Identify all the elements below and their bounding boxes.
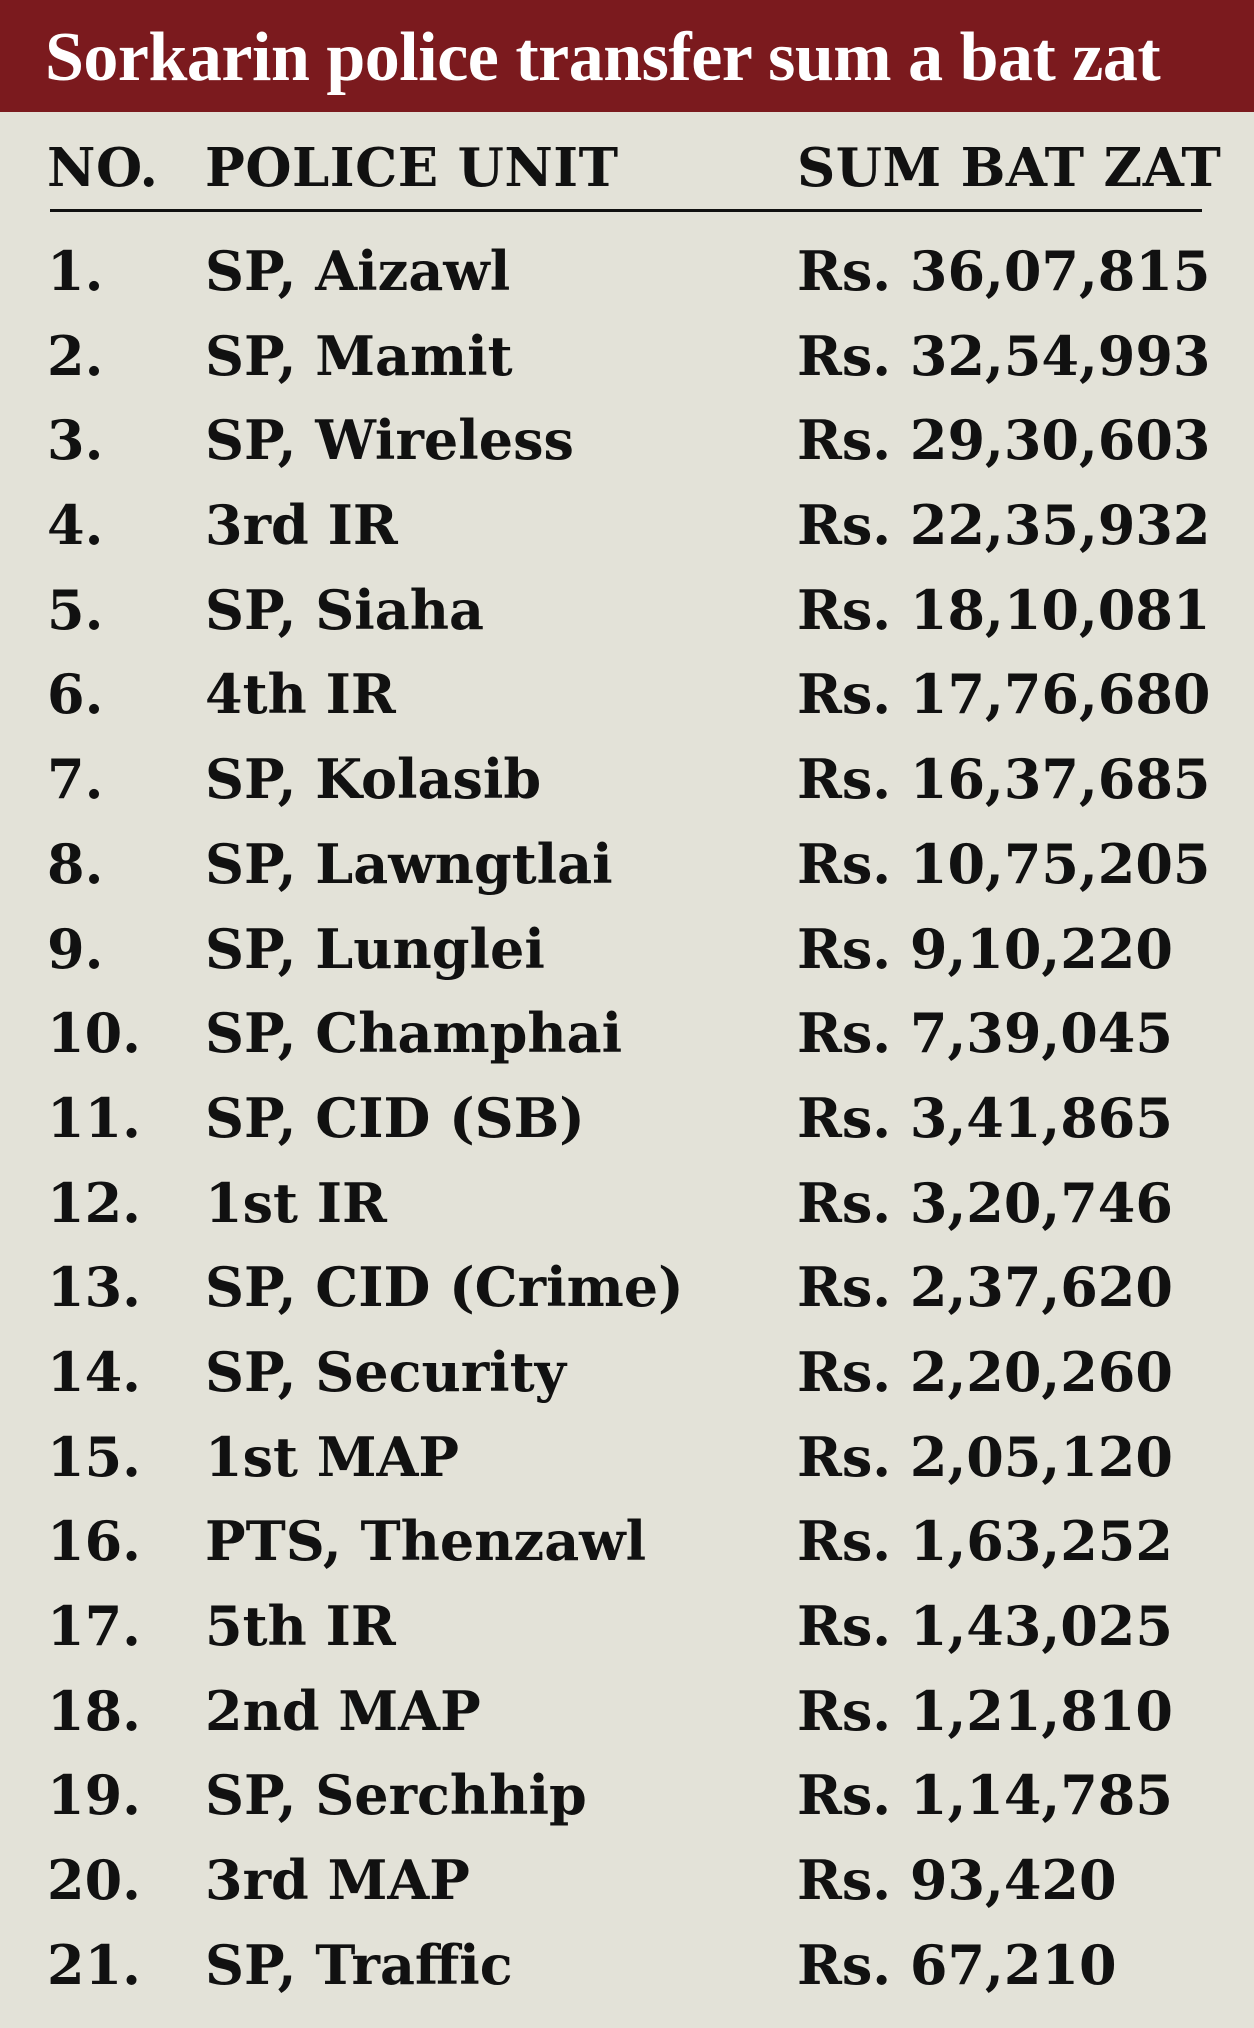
table-row [0, 483, 1254, 568]
table-row [0, 1923, 1254, 2008]
row-number: 3. [47, 408, 104, 473]
row-police-unit: 1st IR [205, 1170, 387, 1235]
row-number: 11. [47, 1085, 141, 1150]
row-amount: Rs. 32,54,993 [797, 323, 1211, 388]
header-no: NO. [47, 137, 159, 199]
row-police-unit: 5th IR [205, 1594, 396, 1658]
row-police-unit: SP, Kolasib [205, 747, 542, 812]
row-police-unit: SP, CID (SB) [205, 1085, 585, 1150]
row-number: 5. [47, 577, 104, 642]
row-number: 14. [47, 1339, 141, 1404]
row-police-unit: SP, Security [205, 1339, 567, 1404]
table-row [0, 1838, 1254, 1923]
row-police-unit: SP, Champhai [205, 1001, 623, 1066]
row-police-unit: 2nd MAP [205, 1678, 481, 1743]
row-amount: Rs. 1,21,810 [797, 1678, 1173, 1743]
row-amount: Rs. 2,37,620 [797, 1255, 1173, 1320]
row-police-unit: SP, Traffic [205, 1932, 513, 1997]
row-amount: Rs. 16,37,685 [797, 747, 1211, 812]
row-police-unit: SP, Aizawl [205, 239, 511, 303]
row-number: 1. [47, 239, 104, 303]
row-amount: Rs. 3,20,746 [797, 1170, 1173, 1235]
table-row [0, 1415, 1254, 1500]
row-number: 18. [47, 1678, 141, 1743]
row-number: 20. [47, 1848, 141, 1913]
table-header [0, 128, 1254, 208]
table-row [0, 398, 1254, 483]
table-row [0, 568, 1254, 653]
header-sum-bat-zat: SUM BAT ZAT [797, 137, 1222, 199]
table-row [0, 1584, 1254, 1669]
table-row [0, 737, 1254, 822]
table-row [0, 1669, 1254, 1754]
table-row [0, 652, 1254, 737]
row-police-unit: 3rd IR [205, 493, 398, 558]
row-police-unit: SP, CID (Crime) [205, 1255, 684, 1320]
row-police-unit: SP, Lawngtlai [205, 831, 613, 896]
row-amount: Rs. 18,10,081 [797, 577, 1211, 642]
row-amount: Rs. 29,30,603 [797, 408, 1211, 473]
row-amount: Rs. 1,63,252 [797, 1509, 1173, 1574]
row-amount: Rs. 2,20,260 [797, 1339, 1173, 1404]
table-row [0, 1499, 1254, 1584]
row-amount: Rs. 36,07,815 [797, 239, 1211, 303]
row-police-unit: SP, Serchhip [205, 1763, 587, 1828]
row-amount: Rs. 1,14,785 [797, 1763, 1173, 1828]
row-amount: Rs. 7,39,045 [797, 1001, 1173, 1066]
row-number: 10. [47, 1001, 141, 1066]
row-amount: Rs. 2,05,120 [797, 1424, 1173, 1489]
table-row [0, 1161, 1254, 1246]
table-row [0, 1076, 1254, 1161]
table-row [0, 1330, 1254, 1415]
row-number: 4. [47, 493, 104, 558]
table-body [0, 229, 1254, 2007]
row-police-unit: 3rd MAP [205, 1848, 470, 1913]
row-police-unit: SP, Lunglei [205, 916, 545, 981]
row-amount: Rs. 3,41,865 [797, 1085, 1173, 1150]
table-row [0, 229, 1254, 314]
row-number: 13. [47, 1255, 141, 1320]
row-number: 8. [47, 831, 104, 896]
table-row [0, 314, 1254, 399]
row-number: 7. [47, 747, 104, 812]
row-amount: Rs. 22,35,932 [797, 493, 1211, 558]
row-number: 2. [47, 323, 104, 388]
row-amount: Rs. 93,420 [797, 1848, 1117, 1913]
row-police-unit: SP, Wireless [205, 408, 574, 473]
row-number: 15. [47, 1424, 141, 1489]
table-row [0, 822, 1254, 907]
row-number: 16. [47, 1509, 141, 1574]
row-police-unit: 4th IR [205, 662, 396, 727]
row-amount: Rs. 67,210 [797, 1932, 1117, 1997]
table-title: Sorkarin police transfer sum a bat zat [45, 19, 1161, 96]
table-row [0, 991, 1254, 1076]
row-number: 19. [47, 1763, 141, 1828]
row-number: 12. [47, 1170, 141, 1235]
table-row [0, 907, 1254, 992]
row-police-unit: 1st MAP [205, 1424, 459, 1489]
table-row [0, 1245, 1254, 1330]
row-amount: Rs. 17,76,680 [797, 662, 1211, 727]
row-number: 9. [47, 916, 104, 981]
header-police-unit: POLICE UNIT [205, 137, 619, 199]
row-amount: Rs. 10,75,205 [797, 831, 1211, 896]
row-amount: Rs. 1,43,025 [797, 1594, 1173, 1658]
row-police-unit: SP, Siaha [205, 577, 484, 642]
row-number: 21. [47, 1932, 141, 1997]
title-bar [0, 0, 1254, 112]
row-police-unit: PTS, Thenzawl [205, 1509, 647, 1574]
row-number: 17. [47, 1594, 141, 1658]
table-row [0, 1753, 1254, 1838]
row-police-unit: SP, Mamit [205, 323, 513, 388]
header-divider [50, 209, 1202, 212]
row-number: 6. [47, 662, 104, 727]
row-amount: Rs. 9,10,220 [797, 916, 1173, 981]
